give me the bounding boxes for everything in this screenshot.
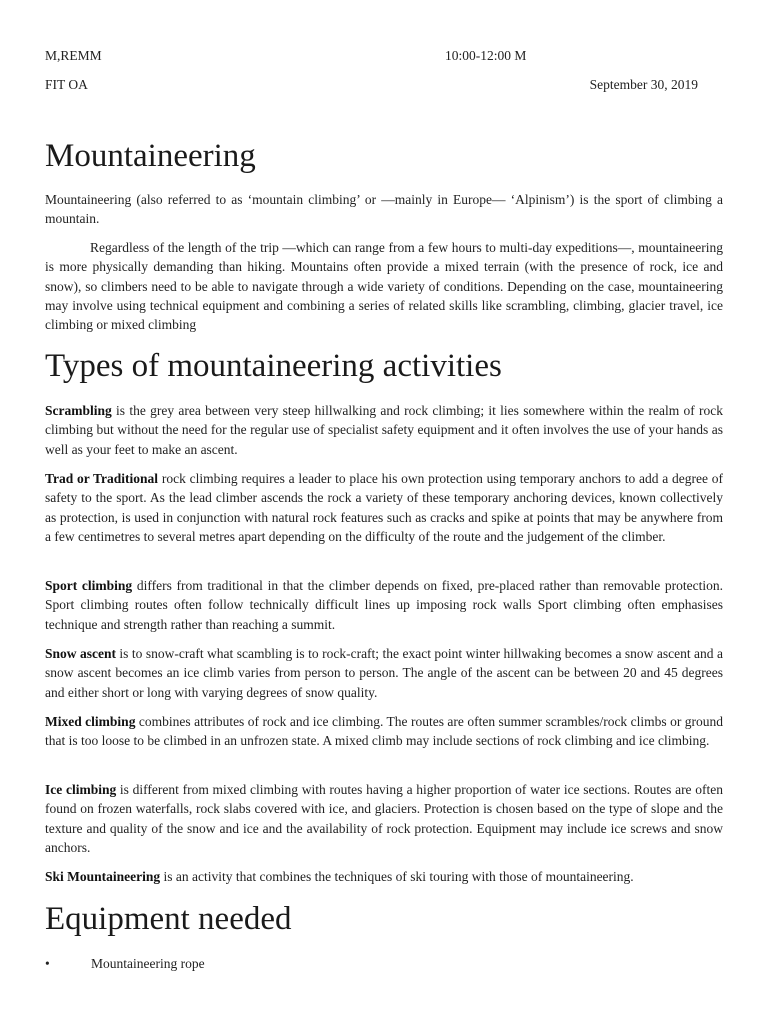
type-text: differs from traditional in that the climber depends on fixed, pre-placed rather than removable protection. Sport climbing routes often follow technically difficult lines up imposing rock walls Sport climbing often emphasises technique and strength rather than reaching a summit. <box>45 578 723 632</box>
type-paragraph-traditional <box>45 469 723 546</box>
type-term: Sport climbing <box>45 578 133 593</box>
type-text: is an activity that combines the techniques of ski touring with those of mountaineering. <box>160 869 634 884</box>
title-types: Types of mountaineering activities <box>45 348 502 384</box>
list-item-text: Mountaineering rope <box>91 956 205 971</box>
title-equipment: Equipment needed <box>45 901 292 937</box>
type-paragraph-mixed <box>45 712 723 751</box>
title-mountaineering: Mountaineering <box>45 138 256 174</box>
header-date: September 30, 2019 <box>589 77 698 92</box>
type-term: Trad or Traditional <box>45 471 159 486</box>
type-paragraph-scrambling <box>45 401 723 459</box>
type-paragraph-ski <box>45 867 723 886</box>
type-text: combines attributes of rock and ice climbing. The routes are often summer scrambles/rock climbs or ground that is too loose to be climbed in an unfrozen state. A mixed climb may include sections of rock climbing and ice climbing. <box>45 714 724 749</box>
type-term: Mixed climbing <box>45 714 136 729</box>
header-time: 10:00-12:00 M <box>445 48 527 63</box>
type-term: Ice climbing <box>45 782 117 797</box>
type-paragraph-sport <box>45 576 723 634</box>
type-paragraph-ice <box>45 780 723 857</box>
type-text: is the grey area between very steep hillwalking and rock climbing; it lies somewhere within the realm of rock climbing but without the need for the regular use of specialist safety equipment and it often involves the use of your hands as well as your feet to make an ascent. <box>45 403 723 457</box>
type-term: Snow ascent <box>45 646 116 661</box>
type-term: Ski Mountaineering <box>45 869 161 884</box>
type-text: is to snow-craft what scambling is to rock-craft; the exact point winter hillwaking becomes a snow ascent and a snow ascent becomes an ice climb varies from person to person. The angle of the ascent can be between 20 and 45 degrees and either short or long with varying degrees of snow quality. <box>45 646 723 700</box>
type-term: Scrambling <box>45 403 112 418</box>
header-author: M,REMM <box>45 48 102 63</box>
bullet-icon: • <box>45 956 50 971</box>
type-text: rock climbing requires a leader to place his own protection using temporary anchors to add a degree of safety to the sport. As the lead climber ascends the rock a variety of these temporary anchoring devices, known collectively as protection, is used in conjunction with natural rock features such as cracks and spike at points that may be anywhere from a few centimetres to several metres apart depending on the difficulty of the route and the judgement of the climber. <box>45 471 723 544</box>
header-course: FIT OA <box>45 77 88 92</box>
intro-paragraph-2: Regardless of the length of the trip —which can range from a few hours to multi-day expeditions—, mountaineering is more physically demanding than hiking. Mountains often provide a mixed terrain (with the presence of rock, ice and snow), so climbers need to be able to navigate through a wide variety of conditions. Depending on the case, mountaineering may involve using technical equipment and combining a series of related skills like scrambling, climbing, glacier travel, ice climbing or mixed climbing <box>45 240 723 333</box>
type-paragraph-snow <box>45 644 723 702</box>
intro-paragraph-1: Mountaineering (also referred to as ‘mountain climbing’ or —mainly in Europe— ‘Alpinism’) is the sport of climbing a mountain. <box>45 192 723 227</box>
type-text: is different from mixed climbing with routes having a higher proportion of water ice sections. Routes are often found on frozen waterfalls, rock slabs covered with ice, and glaciers. Protection is chosen based on the type of slope and the texture and quality of the snow and ice and the availability of rock protection. Equipment may include ice screws and snow anchors. <box>45 782 724 855</box>
